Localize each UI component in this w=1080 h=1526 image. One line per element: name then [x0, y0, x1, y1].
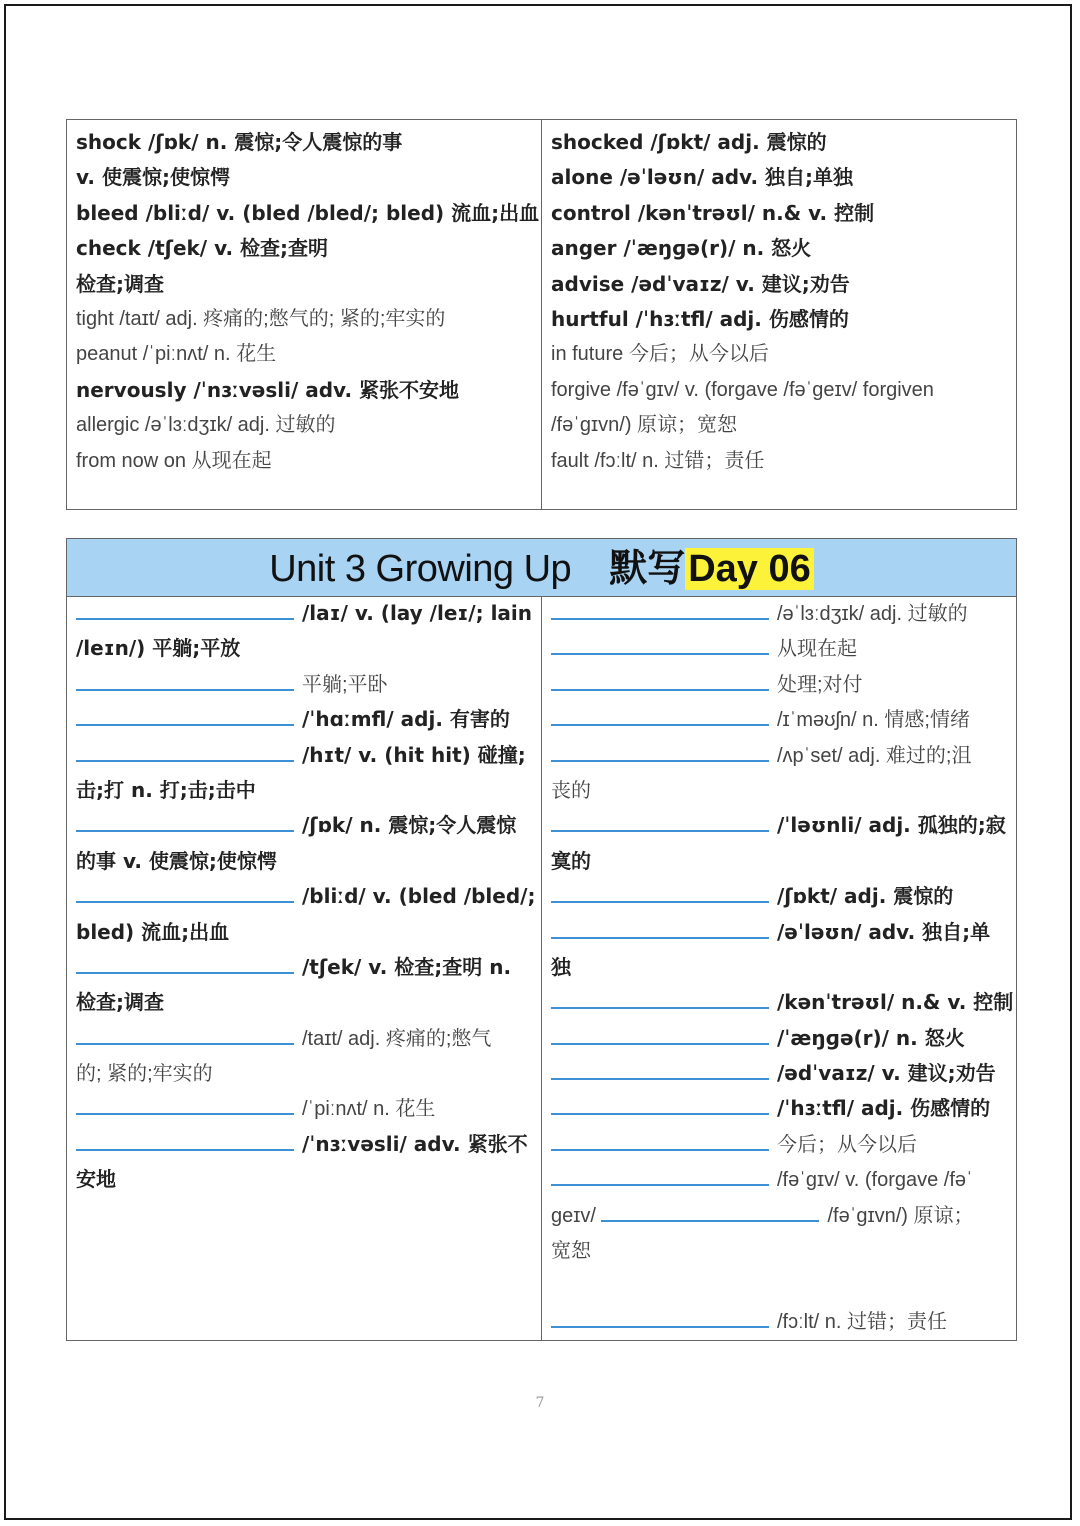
entry-text: 宽恕 — [551, 1240, 591, 1263]
dictation-entry — [76, 844, 541, 879]
dictation-entry — [76, 1021, 541, 1056]
vocab-entry: forgive /fəˈɡɪv/ v. (forgave /fəˈɡeɪv/ forgiven — [551, 378, 934, 401]
entry-text: /fəˈɡɪv/ v. (forgave /fəˈ — [777, 1169, 973, 1192]
dictation-entry — [76, 631, 541, 666]
entry-text: bled) 流血;出血 — [76, 919, 230, 944]
dictation-entry — [551, 1268, 1016, 1303]
entry-text: 击;打 n. 打;击;击中 — [76, 777, 256, 802]
dictation-entry — [551, 1127, 1016, 1162]
dictation-entry — [76, 738, 541, 773]
answer-blank[interactable] — [551, 740, 769, 762]
vocab-entry: 检查;调查 — [76, 271, 164, 296]
answer-blank[interactable] — [551, 917, 769, 939]
entry-text: /hɪt/ v. (hit hit) 碰撞; — [302, 742, 526, 767]
entry-text: /bliːd/ v. (bled /bled/; — [302, 884, 536, 909]
answer-blank[interactable] — [551, 1164, 769, 1186]
dictation-entry — [76, 1091, 541, 1126]
vocab-entry: shock /ʃɒk/ n. 震惊;令人震惊的事 — [76, 130, 403, 154]
vocab-entry: alone /əˈləʊn/ adv. 独自;单独 — [551, 165, 854, 190]
vocab-entry: fault /fɔːlt/ n. 过错；责任 — [551, 449, 765, 472]
entry-text: /ɪˈməʊʃn/ n. 情感;情绪 — [777, 709, 970, 732]
dictation-entry — [76, 1056, 541, 1091]
answer-blank[interactable] — [76, 740, 294, 762]
dictation-entry — [76, 950, 541, 985]
page-number: 7 — [535, 1395, 545, 1411]
dictation-title — [67, 539, 1016, 597]
entry-text: /ˈæŋɡə(r)/ n. 怒火 — [777, 1025, 965, 1050]
dictation-entry — [551, 1233, 1016, 1268]
answer-blank[interactable] — [551, 1306, 769, 1328]
dictation-entry — [76, 702, 541, 737]
entry-text: /leɪn/) 平躺;平放 — [76, 636, 241, 661]
vocab-entry: anger /ˈæŋɡə(r)/ n. 怒火 — [551, 236, 812, 261]
entry-text: 处理;对付 — [777, 673, 863, 696]
entry-text: /ˈhɑːmfl/ adj. 有害的 — [302, 707, 510, 732]
answer-blank[interactable] — [76, 669, 294, 691]
dictation-entry — [551, 950, 1016, 985]
answer-blank[interactable] — [551, 987, 769, 1009]
dictation-entry — [76, 667, 541, 702]
vocab-table-top — [66, 119, 1017, 510]
entry-text: 的; 紧的;牢实的 — [76, 1063, 213, 1086]
answer-blank[interactable] — [76, 881, 294, 903]
vocab-entry: hurtful /ˈhɜːtfl/ adj. 伤感情的 — [551, 306, 849, 331]
entry-text: 独 — [551, 954, 571, 979]
answer-blank[interactable] — [551, 1023, 769, 1045]
answer-blank[interactable] — [76, 1023, 294, 1045]
dictation-label: 默写 — [609, 545, 686, 590]
dictation-entry — [551, 1056, 1016, 1091]
answer-blank[interactable] — [551, 810, 769, 832]
answer-blank[interactable] — [551, 881, 769, 903]
dictation-table — [66, 538, 1017, 1341]
entry-text: 今后；从今以后 — [777, 1133, 917, 1156]
entry-text: /ˈləʊnli/ adj. 孤独的;寂 — [777, 813, 1006, 838]
entry-text: /ʃɒk/ n. 震惊;令人震惊 — [302, 813, 517, 838]
entry-text: 从现在起 — [777, 638, 857, 661]
answer-blank[interactable] — [551, 669, 769, 691]
answer-blank[interactable] — [76, 952, 294, 974]
dictation-entry — [551, 702, 1016, 737]
answer-blank[interactable] — [551, 1058, 769, 1080]
answer-blank[interactable] — [551, 598, 769, 620]
dictation-entry — [551, 738, 1016, 773]
dictation-entry — [551, 1162, 1016, 1197]
dictation-entry — [551, 667, 1016, 702]
dictation-entry — [76, 879, 541, 914]
vocab-column-right — [542, 120, 1016, 509]
dictation-entry — [76, 1162, 541, 1197]
entry-text: /ˈpiːnʌt/ n. 花生 — [302, 1098, 436, 1121]
entry-prefix: ɡeɪv/ — [551, 1204, 602, 1227]
vocab-column-left — [67, 120, 542, 509]
answer-blank[interactable] — [551, 1129, 769, 1151]
vocab-entry: in future 今后；从今以后 — [551, 343, 769, 366]
dictation-entry — [551, 1021, 1016, 1056]
entry-text: /fɔːlt/ n. 过错；责任 — [777, 1310, 948, 1333]
answer-blank[interactable] — [76, 704, 294, 726]
dictation-column-left — [67, 596, 542, 1340]
dictation-entry — [551, 844, 1016, 879]
answer-blank[interactable] — [76, 1129, 294, 1151]
dictation-entry — [551, 631, 1016, 666]
entry-text: 平躺;平卧 — [302, 673, 388, 696]
vocab-entry: v. 使震惊;使惊愕 — [76, 165, 230, 190]
answer-blank[interactable] — [551, 704, 769, 726]
entry-text: 丧的 — [551, 779, 591, 802]
vocab-entry: shocked /ʃɒkt/ adj. 震惊的 — [551, 130, 827, 154]
vocab-entry: from now on 从现在起 — [76, 449, 272, 472]
dictation-entry — [551, 1091, 1016, 1126]
entry-text: /ˈnɜːvəsli/ adv. 紧张不 — [302, 1131, 528, 1156]
entry-text: /ədˈvaɪz/ v. 建议;劝告 — [777, 1061, 996, 1086]
entry-text: /ʃɒkt/ adj. 震惊的 — [777, 884, 954, 909]
entry-text: /fəˈɡɪvn/) 原谅； — [827, 1204, 974, 1227]
unit-title: Unit 3 Growing Up — [269, 548, 572, 590]
answer-blank[interactable] — [551, 633, 769, 655]
dictation-entry — [551, 1304, 1016, 1339]
entry-text: /tʃek/ v. 检查;查明 n. — [302, 954, 512, 979]
dictation-entry — [76, 773, 541, 808]
dictation-column-right — [542, 596, 1016, 1340]
vocab-entry: advise /ədˈvaɪz/ v. 建议;劝告 — [551, 271, 850, 296]
vocab-entry: /fəˈɡɪvn/) 原谅；宽恕 — [551, 414, 738, 437]
vocab-entry: bleed /bliːd/ v. (bled /bled/; bled) 流血;出血 — [76, 200, 540, 225]
dictation-entry — [76, 985, 541, 1020]
vocab-entry: nervously /ˈnɜːvəsli/ adv. 紧张不安地 — [76, 377, 460, 402]
entry-text: /ʌpˈset/ adj. 难过的;沮 — [777, 744, 972, 767]
entry-text: 检查;调查 — [76, 990, 164, 1015]
dictation-entry — [76, 915, 541, 950]
answer-blank[interactable] — [76, 810, 294, 832]
entry-text: /taɪt/ adj. 疼痛的;憋气 — [302, 1027, 492, 1050]
entry-text: 安地 — [76, 1167, 116, 1192]
dictation-entry — [76, 1127, 541, 1162]
answer-blank[interactable] — [601, 1200, 819, 1222]
answer-blank[interactable] — [76, 1093, 294, 1115]
vocab-entry: allergic /əˈlɜːdʒɪk/ adj. 过敏的 — [76, 414, 336, 437]
vocab-entry: tight /taɪt/ adj. 疼痛的;憋气的; 紧的;牢实的 — [76, 307, 446, 330]
dictation-entry — [551, 596, 1016, 631]
dictation-entry — [551, 773, 1016, 808]
dictation-entry — [551, 1198, 1016, 1233]
vocab-entry: peanut /ˈpiːnʌt/ n. 花生 — [76, 343, 277, 366]
dictation-entry — [551, 985, 1016, 1020]
entry-text: 寞的 — [551, 848, 591, 873]
answer-blank[interactable] — [551, 1093, 769, 1115]
dictation-entry — [551, 915, 1016, 950]
entry-text: /əˈləʊn/ adv. 独自;单 — [777, 919, 991, 944]
dictation-entry — [76, 808, 541, 843]
vocab-entry: check /tʃek/ v. 检查;查明 — [76, 236, 329, 261]
day-badge: Day 06 — [685, 548, 814, 590]
entry-text: /ˈhɜːtfl/ adj. 伤感情的 — [777, 1096, 991, 1121]
dictation-entry — [551, 808, 1016, 843]
dictation-entry — [76, 596, 541, 631]
dictation-entry — [551, 879, 1016, 914]
entry-text: 的事 v. 使震惊;使惊愕 — [76, 848, 277, 873]
vocab-entry: control /kənˈtrəʊl/ n.& v. 控制 — [551, 200, 875, 225]
entry-text: /əˈlɜːdʒɪk/ adj. 过敏的 — [777, 603, 968, 625]
answer-blank[interactable] — [76, 598, 294, 620]
entry-text: /kənˈtrəʊl/ n.& v. 控制 — [777, 990, 1014, 1015]
entry-text: /laɪ/ v. (lay /leɪ/; lain — [302, 601, 533, 625]
